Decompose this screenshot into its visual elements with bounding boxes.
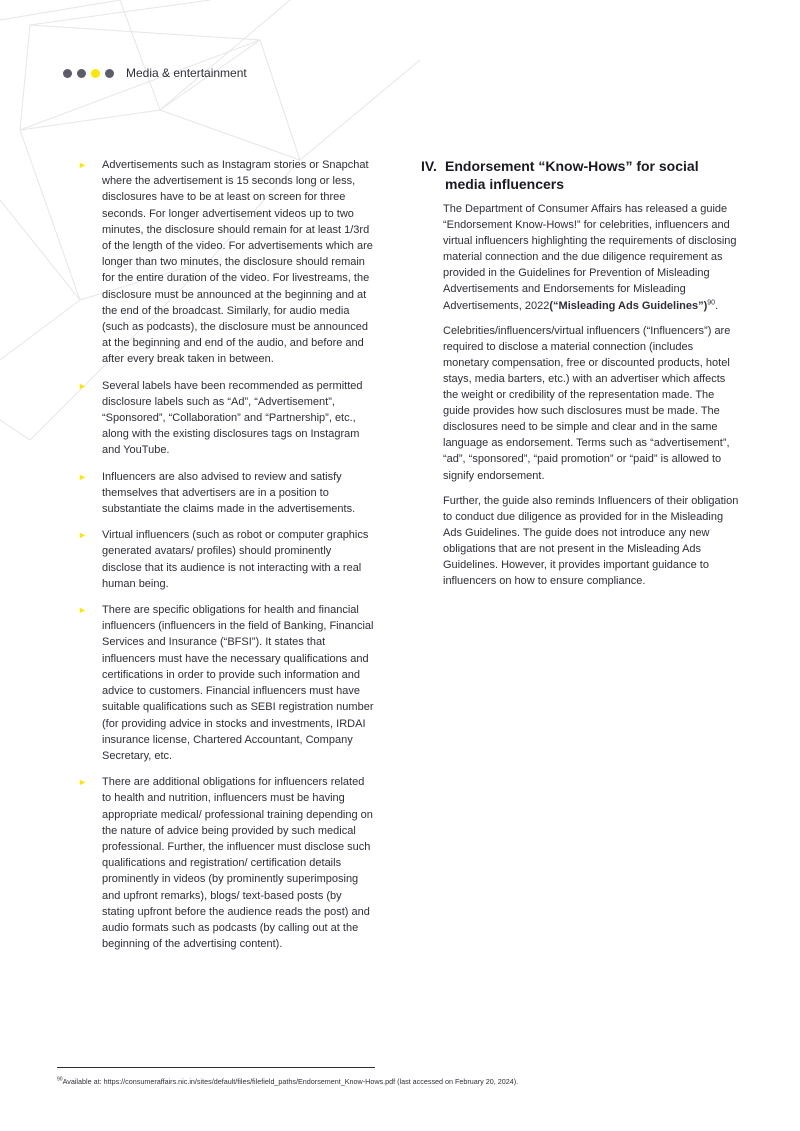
section-label: Media & entertainment — [126, 66, 247, 80]
bullet-text: Advertisements such as Instagram stories or Snapchat where the advertisement is 15 seconds long or less, disclosures have to be at least on screen for three seconds. For longer advertisement videos up to two minutes, the disclosure should remain for at least 1/3rd of the length of the video. For advertisements which are longer than two minutes, the disclosure should remain for the entire duration of the video. For livestreams, the disclosure must be announced at the beginning and at the end of the broadcast. Similarly, for audio media (such as podcasts), the disclosure must be announced at the beginning and end of the audio, and before and after every break taken in between. — [102, 159, 373, 366]
footnote-number: 90 — [57, 1076, 63, 1083]
footnote — [57, 1077, 518, 1086]
bullet-item — [78, 157, 374, 368]
bullet-arrow-icon: ► — [78, 777, 87, 788]
paragraph-2: Celebrities/influencers/virtual influencers (“Influencers”) are required to disclose a material connection (includes monetary compensation, free or discounted products, hotel stays, media barters, etc.) with an advertiser which affects the weight or credibility of the representation made. The guide provides how such disclosures must be made. The disclosures need to be simple and clear and in the same language as endorsement. Terms such as “advertisement”, “ad”, “sponsored”, “paid promotion” or “paid” is allowed to signify endorsement. — [443, 324, 731, 482]
bullet-text: There are additional obligations for influencers related to health and nutrition, influencers must be having appropriate medical/ professional training depending on the nature of advice being provided by such medical professional. Further, the influencer must disclose such qualifications and registration/ certification details prominently in videos (by prominently superimposing and upfront remarks), blogs/ text-based posts (by stating upfront before the audience reads the post) and audio formats such as podcasts (by calling out at the beginning of the advertising content). — [102, 776, 373, 951]
bullet-arrow-icon: ► — [78, 160, 87, 170]
endorsement-section — [421, 157, 739, 589]
paragraph-1-text: The Department of Consumer Affairs has released a guide “Endorsement Know-Hows!” for celebrities, influencers and virtual influencers highlighting the requirements of disclosing material connection and the due diligence requirement as provided in the Guidelines for Prevention of Misleading Advertisements and Endorsements for Misleading Advertisements, 2022 — [443, 203, 737, 312]
header-dot-3 — [91, 69, 100, 78]
bullet-list — [78, 157, 374, 962]
section-heading — [421, 157, 739, 193]
heading-title: Endorsement “Know-Hows” for social media influencers — [445, 158, 699, 192]
heading-numeral: IV. — [421, 158, 437, 174]
footnote-divider — [57, 1067, 375, 1068]
bullet-arrow-icon: ► — [78, 380, 87, 391]
bullet-item — [78, 378, 374, 459]
bullet-text: Several labels have been recommended as permitted disclosure labels such as “Ad”, “Advertisement”, “Sponsored”, “Collaboration” and “Partnership”, etc., along with the existing disclosures tags on Instagram and YouTube. — [102, 379, 363, 457]
footnote-ref: 90 — [707, 298, 716, 306]
bullet-item — [78, 774, 374, 952]
bullet-text: Virtual influencers (such as robot or computer graphics generated avatars/ profiles) should prominently disclose that its audience is not interacting with a real human being. — [102, 529, 369, 590]
header-dot-2 — [77, 69, 86, 78]
bullet-arrow-icon: ► — [78, 471, 87, 482]
bullet-arrow-icon: ► — [78, 605, 87, 616]
bullet-text: There are specific obligations for health and financial influencers (influencers in the field of Banking, Financial Services and Insurance (“BFSI”). It states that influencers must have the necessary qualifications and certifications in order to provide such information and advice to customers. Financial influencers must have suitable qualifications such as SEBI registration number (for providing advice in stocks and investments, IRDAI insurance license, Chartered Accountant, Company Secretary, etc. — [102, 604, 374, 762]
paragraph-1 — [443, 201, 739, 314]
bullet-item — [78, 527, 374, 592]
defined-term: (“Misleading Ads Guidelines”) — [549, 299, 708, 312]
bullet-text: Influencers are also advised to review and satisfy themselves that advertisers are in a position to substantiate the claims made in the advertisements. — [102, 470, 356, 516]
header-dot-4 — [105, 69, 114, 78]
page-header — [63, 66, 247, 80]
header-dot-1 — [63, 69, 72, 78]
bullet-item — [78, 602, 374, 764]
bullet-item — [78, 469, 374, 518]
bullet-arrow-icon: ► — [78, 530, 87, 541]
footnote-text: Available at: https://consumeraffairs.nic.in/sites/default/files/filefield_paths/Endorsement_Know-Hows.pdf (last accessed on February 20, 2024). — [62, 1077, 519, 1086]
paragraph-3: Further, the guide also reminds Influencers of their obligation to conduct due diligence as provided for in the Misleading Ads Guidelines. The guide does not introduce any new obligations that are not present in the Misleading Ads Guidelines. However, it provides important guidance to influencers on how to ensure compliance. — [443, 494, 739, 588]
paragraph-1-end: . — [715, 299, 719, 312]
